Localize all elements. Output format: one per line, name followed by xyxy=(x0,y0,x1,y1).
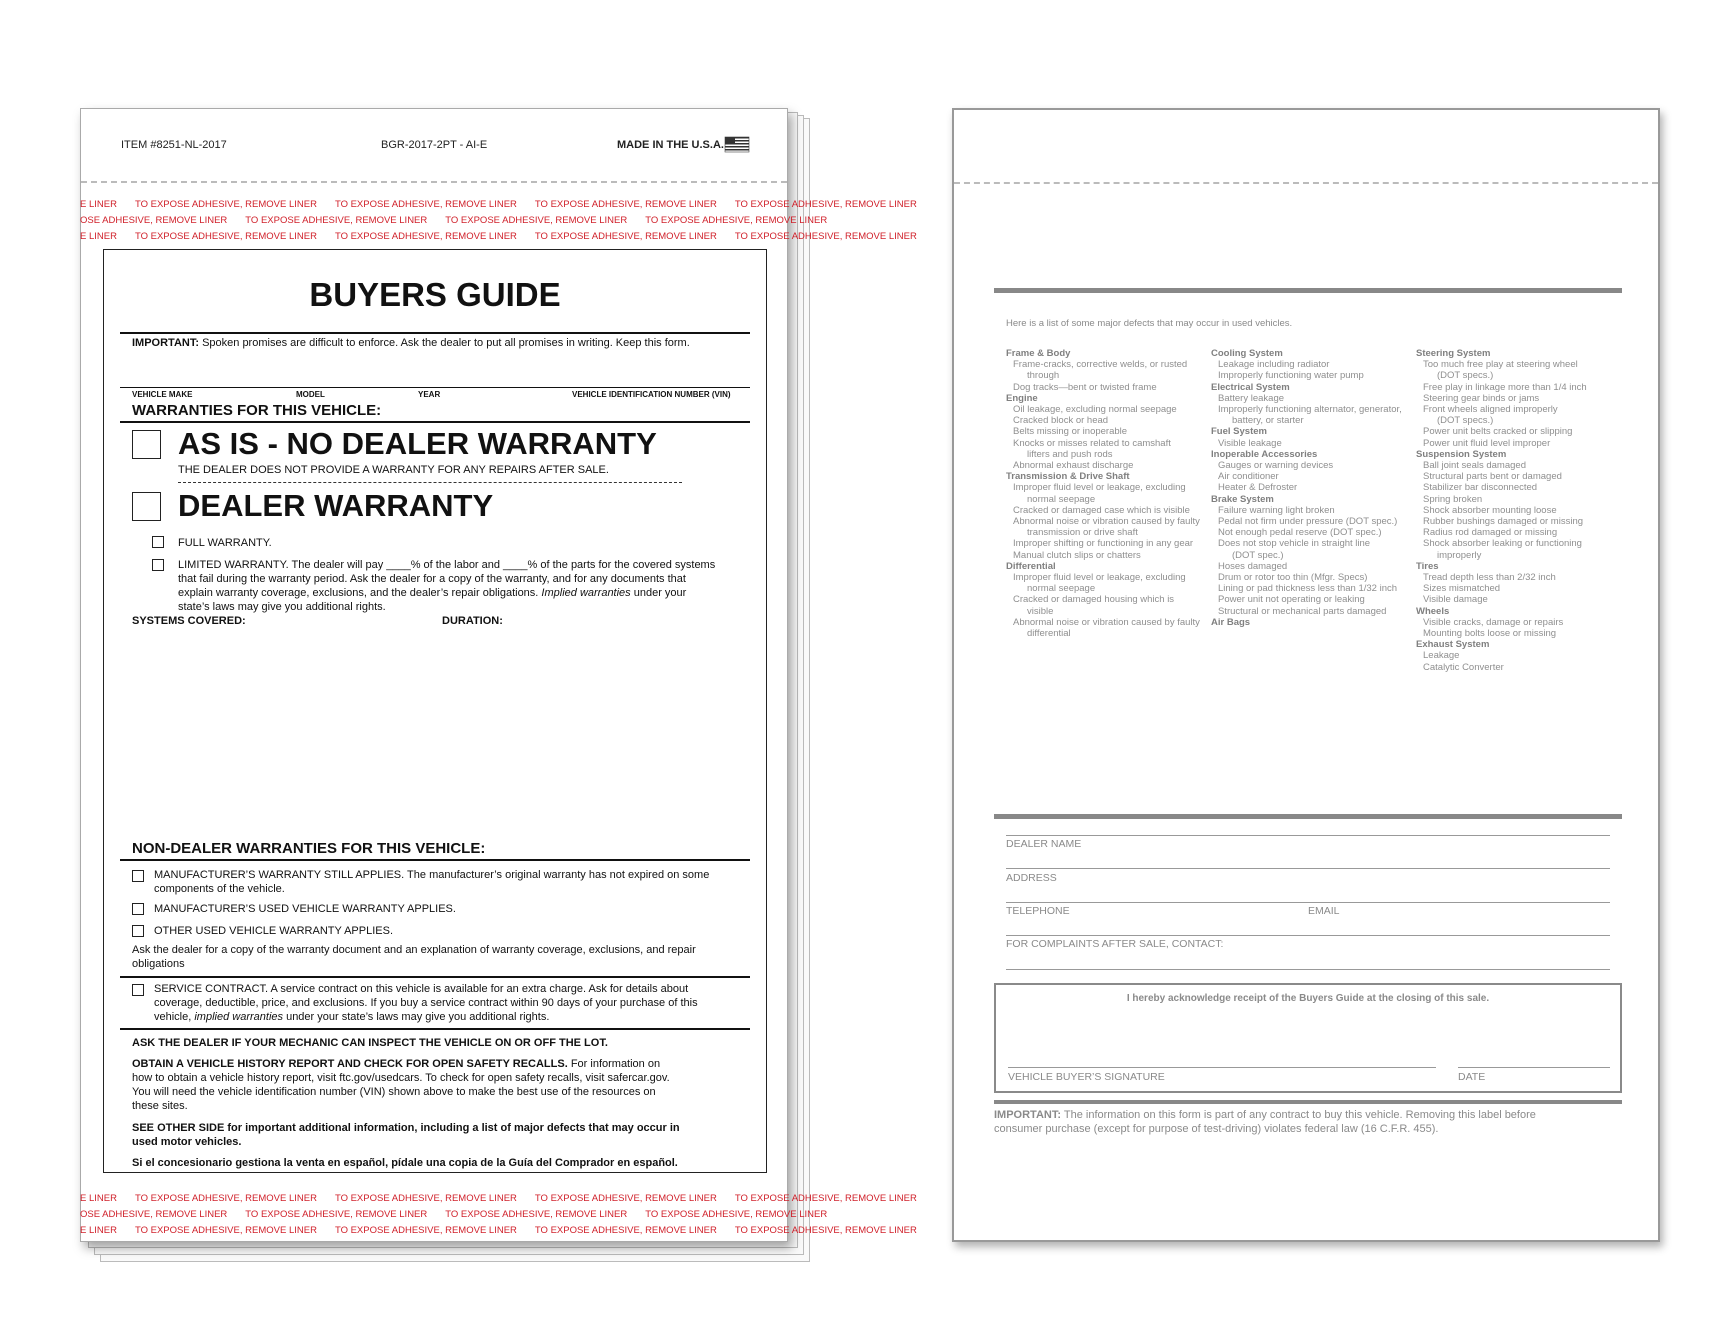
defect-category: Wheels xyxy=(1416,605,1450,617)
complaints-contact-line xyxy=(1006,969,1610,970)
defect-item: Ball joint seals damaged xyxy=(1423,460,1526,472)
defect-item: Shock absorber mounting loose xyxy=(1423,504,1557,516)
dashed-divider xyxy=(178,482,682,483)
telephone-label: TELEPHONE xyxy=(1006,905,1070,917)
defects-column xyxy=(1006,348,1206,639)
defect-item: Stabilizer bar disconnected xyxy=(1423,482,1538,494)
defect-item: Abnormal noise or vibration caused by faulty xyxy=(1013,516,1200,528)
other-used-checkbox[interactable] xyxy=(132,925,144,937)
defect-category: Exhaust System xyxy=(1416,639,1490,651)
defect-item: Visible leakage xyxy=(1218,437,1282,449)
defect-item: battery, or starter xyxy=(1232,415,1304,427)
defect-item: Spring broken xyxy=(1423,493,1483,505)
defect-item: Rubber bushings damaged or missing xyxy=(1423,516,1584,528)
acknowledgement-text: I hereby acknowledge receipt of the Buyers Guide at the closing of this sale. xyxy=(1126,993,1490,1004)
defect-item: Visible damage xyxy=(1423,594,1488,606)
liner-row: OSE ADHESIVE, REMOVE LINER TO EXPOSE ADHESIVE, REMOVE LINER TO EXPOSE ADHESIVE, REMOVE LINER TO EXPOSE ADHESIVE, REMOVE LINER xyxy=(80,215,828,226)
defect-item: Leakage including radiator xyxy=(1218,359,1330,371)
vehicle-info-line xyxy=(120,387,750,388)
manufacturer-used-label: MANUFACTURER’S USED VEHICLE WARRANTY APPLIES. xyxy=(154,903,456,915)
field-label-model: MODEL xyxy=(296,390,325,399)
defect-category: Engine xyxy=(1006,392,1038,404)
liner-row: E LINER TO EXPOSE ADHESIVE, REMOVE LINER TO EXPOSE ADHESIVE, REMOVE LINER TO EXPOSE ADHESIVE, REMOVE LINER TO EXPOSE ADHESIVE, REMOVE LINER xyxy=(80,231,917,242)
complaints-line xyxy=(1006,935,1610,936)
spanish-note: Si el concesionario gestiona la venta en español, pídale una copia de la Guía del Comprador en español. xyxy=(132,1157,678,1169)
field-label-year: YEAR xyxy=(418,390,441,399)
acknowledgement-box xyxy=(994,983,1622,1093)
other-used-label: OTHER USED VEHICLE WARRANTY APPLIES. xyxy=(154,925,394,937)
manufacturer-used-checkbox[interactable] xyxy=(132,903,144,915)
defect-item: Cracked block or head xyxy=(1013,415,1109,427)
history-report-text: OBTAIN A VEHICLE HISTORY REPORT AND CHECK FOR OPEN SAFETY RECALLS. For information on how to obtain a vehicle history report, visit ftc.gov/usedcars. To check for open safety recalls, visit safercar.gov. You will need the vehicle identification number (VIN) shown above to make the best use of the resources on these sites. xyxy=(132,1058,670,1112)
defect-category: Inoperable Accessories xyxy=(1211,448,1318,460)
defect-item: Cracked or damaged case which is visible xyxy=(1013,504,1190,516)
dealer-warranty-heading: DEALER WARRANTY xyxy=(178,488,494,523)
defects-column xyxy=(1416,348,1616,673)
defects-intro: Here is a list of some major defects that may occur in used vehicles. xyxy=(1006,318,1293,329)
signature-line[interactable] xyxy=(1008,1067,1436,1068)
divider xyxy=(120,859,750,861)
limited-warranty-text: LIMITED WARRANTY. The dealer will pay ____% of the labor and ____% of the parts for the covered systems that fail during the warranty period. Ask the dealer for a copy of the warranty, and for any documents that explain warranty coverage, exclusions, and the dealer’s repair obligations. Implied warranties under your state’s laws may give you additional rights. xyxy=(178,559,716,613)
defect-item: Abnormal noise or vibration caused by faulty xyxy=(1013,616,1200,628)
page-title: BUYERS GUIDE xyxy=(309,276,561,313)
defect-item: Air conditioner xyxy=(1218,471,1279,483)
defect-category: Brake System xyxy=(1211,493,1274,505)
defects-column xyxy=(1211,348,1411,628)
liner-row: E LINER TO EXPOSE ADHESIVE, REMOVE LINER TO EXPOSE ADHESIVE, REMOVE LINER TO EXPOSE ADHESIVE, REMOVE LINER TO EXPOSE ADHESIVE, REMOVE LINER xyxy=(80,199,917,210)
manufacturer-warranty-text: MANUFACTURER’S WARRANTY STILL APPLIES. The manufacturer’s original warranty has not expired on some components of the vehicle. xyxy=(154,869,710,895)
defect-item: Cracked or damaged housing which is xyxy=(1013,594,1175,606)
systems-covered-label: SYSTEMS COVERED: xyxy=(132,615,246,627)
defect-category: Air Bags xyxy=(1211,616,1251,628)
liner-row: E LINER TO EXPOSE ADHESIVE, REMOVE LINER TO EXPOSE ADHESIVE, REMOVE LINER TO EXPOSE ADHESIVE, REMOVE LINER TO EXPOSE ADHESIVE, REMOVE LINER xyxy=(80,1193,917,1204)
defect-item: Knocks or misses related to camshaft xyxy=(1013,437,1171,449)
defect-item: normal seepage xyxy=(1027,493,1096,505)
defect-item: Not enough pedal reserve (DOT spec.) xyxy=(1218,527,1382,539)
defect-item: Improperly functioning alternator, generator, xyxy=(1218,404,1402,416)
dealer-warranty-checkbox[interactable] xyxy=(132,492,161,521)
defect-item: Belts missing or inoperable xyxy=(1013,426,1128,438)
defect-category: Tires xyxy=(1416,560,1439,572)
divider xyxy=(994,288,1622,293)
divider xyxy=(994,1100,1622,1104)
date-label: DATE xyxy=(1458,1071,1486,1083)
address-label: ADDRESS xyxy=(1006,872,1057,884)
defect-item: Front wheels aligned improperly xyxy=(1423,404,1558,416)
perforation-line xyxy=(954,182,1658,184)
buyers-guide-back xyxy=(952,108,1660,1242)
non-dealer-heading: NON-DEALER WARRANTIES FOR THIS VEHICLE: xyxy=(132,840,486,857)
defect-item: visible xyxy=(1027,605,1054,617)
email-label: EMAIL xyxy=(1308,905,1340,917)
defect-item: through xyxy=(1027,370,1060,382)
defect-item: differential xyxy=(1027,628,1071,640)
defect-item: improperly xyxy=(1437,549,1482,561)
defect-item: Improper fluid level or leakage, excluding xyxy=(1013,572,1186,584)
defect-item: Power unit belts cracked or slipping xyxy=(1423,426,1573,438)
defect-item: Improper fluid level or leakage, excluding xyxy=(1013,482,1186,494)
defect-item: Battery leakage xyxy=(1218,392,1285,404)
defect-item: Shock absorber leaking or functioning xyxy=(1423,538,1582,550)
warranties-heading: WARRANTIES FOR THIS VEHICLE: xyxy=(132,402,382,419)
divider xyxy=(120,1028,750,1030)
defect-item: Oil leakage, excluding normal seepage xyxy=(1013,404,1177,416)
as-is-checkbox[interactable] xyxy=(132,430,161,459)
dealer-name-line xyxy=(1006,835,1610,836)
defect-item: Structural parts bent or damaged xyxy=(1423,471,1562,483)
item-number: ITEM #8251-NL-2017 xyxy=(121,139,227,151)
defect-category: Differential xyxy=(1006,560,1056,572)
mechanic-note: ASK THE DEALER IF YOUR MECHANIC CAN INSPECT THE VEHICLE ON OR OFF THE LOT. xyxy=(132,1037,608,1049)
defect-item: Abnormal exhaust discharge xyxy=(1013,460,1134,472)
service-contract-checkbox[interactable] xyxy=(132,984,144,996)
see-other-side-text: SEE OTHER SIDE for important additional information, including a list of major defects that may occur in used motor vehicles. xyxy=(132,1122,680,1148)
defect-item: transmission or drive shaft xyxy=(1027,527,1138,539)
defect-category: Suspension System xyxy=(1416,448,1507,460)
buyers-guide-front xyxy=(80,108,917,1242)
as-is-heading: AS IS - NO DEALER WARRANTY xyxy=(178,426,657,461)
perforation-line xyxy=(81,181,787,183)
defect-item: Dog tracks—bent or twisted frame xyxy=(1013,381,1157,393)
liner-row: OSE ADHESIVE, REMOVE LINER TO EXPOSE ADHESIVE, REMOVE LINER TO EXPOSE ADHESIVE, REMOVE LINER TO EXPOSE ADHESIVE, REMOVE LINER xyxy=(80,1209,828,1220)
complaints-label: FOR COMPLAINTS AFTER SALE, CONTACT: xyxy=(1006,938,1224,950)
defect-item: Frame-cracks, corrective welds, or rusted xyxy=(1013,359,1188,371)
made-in-usa: MADE IN THE U.S.A. xyxy=(617,139,724,151)
field-label-make: VEHICLE MAKE xyxy=(132,390,193,399)
defect-item: (DOT spec.) xyxy=(1232,549,1284,561)
divider xyxy=(120,976,750,978)
divider xyxy=(120,332,750,334)
defect-item: Sizes mismatched xyxy=(1423,583,1501,595)
divider xyxy=(120,421,750,423)
as-is-subtext: THE DEALER DOES NOT PROVIDE A WARRANTY FOR ANY REPAIRS AFTER SALE. xyxy=(178,464,609,476)
dealer-name-label: DEALER NAME xyxy=(1006,838,1082,850)
defect-item: Improperly functioning water pump xyxy=(1218,370,1364,382)
defect-item: Lining or pad thickness less than 1/32 inch xyxy=(1218,583,1398,595)
defect-item: Improper shifting or functioning in any gear xyxy=(1013,538,1194,550)
defect-item: normal seepage xyxy=(1027,583,1096,595)
defect-item: Does not stop vehicle in straight line xyxy=(1218,538,1371,550)
form-code: BGR-2017-2PT - AI-E xyxy=(381,139,488,151)
defect-item: Tread depth less than 2/32 inch xyxy=(1423,572,1556,584)
liner-row: E LINER TO EXPOSE ADHESIVE, REMOVE LINER TO EXPOSE ADHESIVE, REMOVE LINER TO EXPOSE ADHESIVE, REMOVE LINER TO EXPOSE ADHESIVE, REMOVE LINER xyxy=(80,1225,917,1236)
signature-label: VEHICLE BUYER’S SIGNATURE xyxy=(1008,1071,1165,1083)
defect-category: Cooling System xyxy=(1211,348,1283,359)
address-line xyxy=(1006,868,1610,869)
ask-copy-text: Ask the dealer for a copy of the warranty document and an explanation of warranty coverage, exclusions, and repair obligations xyxy=(132,944,696,970)
defect-item: Power unit not operating or leaking xyxy=(1218,594,1365,606)
field-label-vin: VEHICLE IDENTIFICATION NUMBER (VIN) xyxy=(572,390,731,399)
divider xyxy=(994,814,1622,819)
full-warranty-label: FULL WARRANTY. xyxy=(178,537,272,549)
defect-item: Steering gear binds or jams xyxy=(1423,392,1540,404)
date-line[interactable] xyxy=(1458,1067,1610,1068)
defect-item: lifters and push rods xyxy=(1027,448,1113,460)
service-contract-text: SERVICE CONTRACT. A service contract on this vehicle is available for an extra charge. Ask for details about coverage, deductible, price, and exclusions. If you buy a service contract within 90 days of your purchase of this vehicle, implied warranties under your state’s laws may give you additional rights. xyxy=(154,983,698,1023)
defect-item: (DOT specs.) xyxy=(1437,415,1494,427)
defect-category: Transmission & Drive Shaft xyxy=(1006,471,1130,483)
defect-category: Fuel System xyxy=(1211,426,1267,438)
telephone-line xyxy=(1006,902,1610,903)
defect-item: Catalytic Converter xyxy=(1423,661,1504,673)
form-frame xyxy=(103,249,767,1173)
defect-item: Mounting bolts loose or missing xyxy=(1423,628,1557,640)
important-note: IMPORTANT: Spoken promises are difficult to enforce. Ask the dealer to put all promises in writing. Keep this form. xyxy=(132,337,690,349)
defect-category: Electrical System xyxy=(1211,381,1290,393)
defect-item: Drum or rotor too thin (Mfgr. Specs) xyxy=(1218,572,1368,584)
defect-item: Pedal not firm under pressure (DOT spec.) xyxy=(1218,516,1398,528)
defect-item: Radius rod damaged or missing xyxy=(1423,527,1558,539)
defect-item: Leakage xyxy=(1423,650,1460,662)
defect-item: Hoses damaged xyxy=(1218,560,1288,572)
defect-item: (DOT specs.) xyxy=(1437,370,1494,382)
defect-item: Manual clutch slips or chatters xyxy=(1013,549,1141,561)
defect-item: Power unit fluid level improper xyxy=(1423,437,1551,449)
defect-item: Too much free play at steering wheel xyxy=(1423,359,1578,371)
us-flag-icon xyxy=(725,137,749,152)
defect-item: Visible cracks, damage or repairs xyxy=(1423,616,1564,628)
duration-label: DURATION: xyxy=(442,615,503,627)
important-notice: IMPORTANT: The information on this form is part of any contract to buy this vehicle. Removing this label before consumer purchase (except for purpose of test-driving) violates federal law (16 C.F.R. 455). xyxy=(994,1109,1536,1135)
manufacturer-warranty-checkbox[interactable] xyxy=(132,870,144,882)
defect-item: Free play in linkage more than 1/4 inch xyxy=(1423,381,1587,393)
defect-item: Failure warning light broken xyxy=(1218,504,1335,516)
defect-category: Frame & Body xyxy=(1006,348,1071,359)
defect-item: Structural or mechanical parts damaged xyxy=(1218,605,1387,617)
limited-warranty-checkbox[interactable] xyxy=(152,559,164,571)
defect-item: Gauges or warning devices xyxy=(1218,460,1334,472)
full-warranty-checkbox[interactable] xyxy=(152,536,164,548)
defect-item: Heater & Defroster xyxy=(1218,482,1298,494)
defect-category: Steering System xyxy=(1416,348,1491,359)
